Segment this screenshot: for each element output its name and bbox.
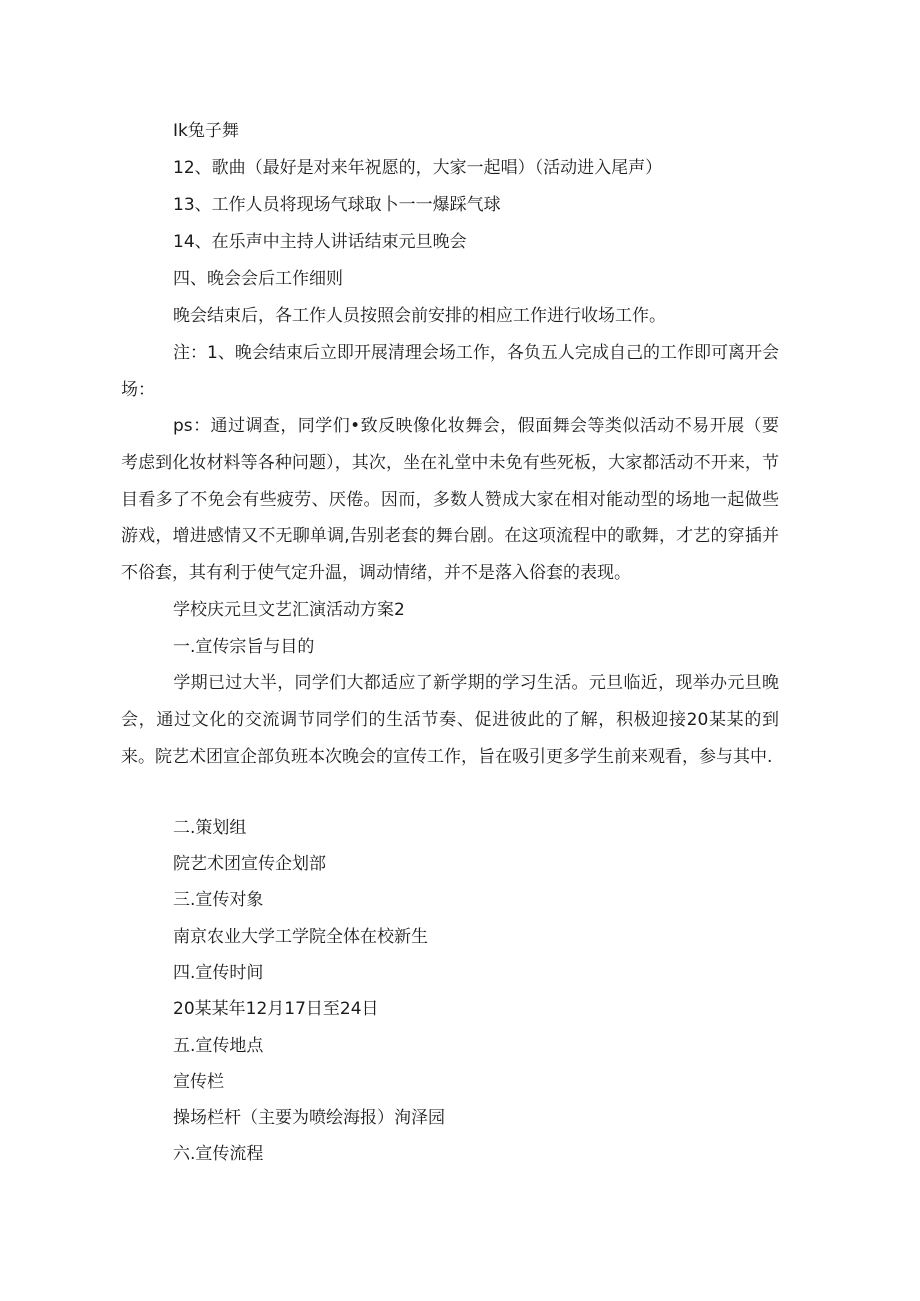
time-text: 20某某年12月17日至24日 xyxy=(173,999,379,1019)
section-heading-planning: 二.策划组 xyxy=(173,818,247,838)
list-item-closing: 14、在乐声中主持人讲话结束元旦晚会 xyxy=(173,232,467,252)
list-item-balloons: 13、工作人员将现场气球取卜一一爆踩气球 xyxy=(173,195,501,215)
list-item-song: 12、歌曲（最好是对来年祝愿的，大家一起唱）（活动进入尾声） xyxy=(173,158,663,178)
location-text-board: 宣传栏 xyxy=(173,1072,224,1092)
paragraph-note-text: 注：1、晚会结束后立即开展清理会场工作，各负五人完成自己的工作即可离开会场： xyxy=(121,343,779,400)
section-heading-after-party: 四、晚会会后工作细则 xyxy=(173,269,343,289)
section-heading-location: 五.宣传地点 xyxy=(173,1036,264,1056)
paragraph-note xyxy=(121,335,779,409)
planning-group-text: 院艺术团宣传企划部 xyxy=(173,854,326,874)
audience-text: 南京农业大学工学院全体在校新生 xyxy=(173,927,428,947)
list-item-dance: Ik兔子舞 xyxy=(173,121,239,141)
document-subtitle: 学校庆元旦文艺汇演活动方案2 xyxy=(173,600,405,620)
paragraph-cleanup: 晚会结束后，各工作人员按照会前安排的相应工作进行收场工作。 xyxy=(173,306,666,326)
location-text-railing: 操场栏杆（主要为喷绘海报）洵泽园 xyxy=(173,1108,445,1128)
paragraph-ps xyxy=(121,408,779,592)
paragraph-ps-text: ps：通过调查，同学们•致反映像化妆舞会，假面舞会等类似活动不易开展（要考虑到化妆材料等各种问题），其次，坐在礼堂中未免有些死板，大家都活动不开来，节目看多了不免会有些疲劳、厌倦。因而，多数人赞成大家在相对能动型的场地一起做些游戏，增进感情又不无聊单调,告别老套的舞台剧。在这项流程中的歌舞，才艺的穿插并不俗套，其有利于使气定升温，调动情绪，并不是落入俗套的表现。 xyxy=(121,416,779,584)
paragraph-purpose-text: 学期已过大半，同学们大都适应了新学期的学习生活。元旦临近，现举办元旦晚会，通过文化的交流调节同学们的生活节奏、促进彼此的了解，积极迎接20某某的到来。院艺术团宣企部负班本次晚会的宣传工作，旨在吸引更多学生前来观看，参与其中. xyxy=(121,673,779,767)
section-heading-audience: 三.宣传对象 xyxy=(173,890,264,910)
section-heading-process: 六.宣传流程 xyxy=(173,1144,264,1164)
section-heading-purpose: 一.宣传宗旨与目的 xyxy=(173,637,315,657)
section-heading-time: 四.宣传时间 xyxy=(173,963,264,983)
paragraph-purpose xyxy=(121,665,779,775)
